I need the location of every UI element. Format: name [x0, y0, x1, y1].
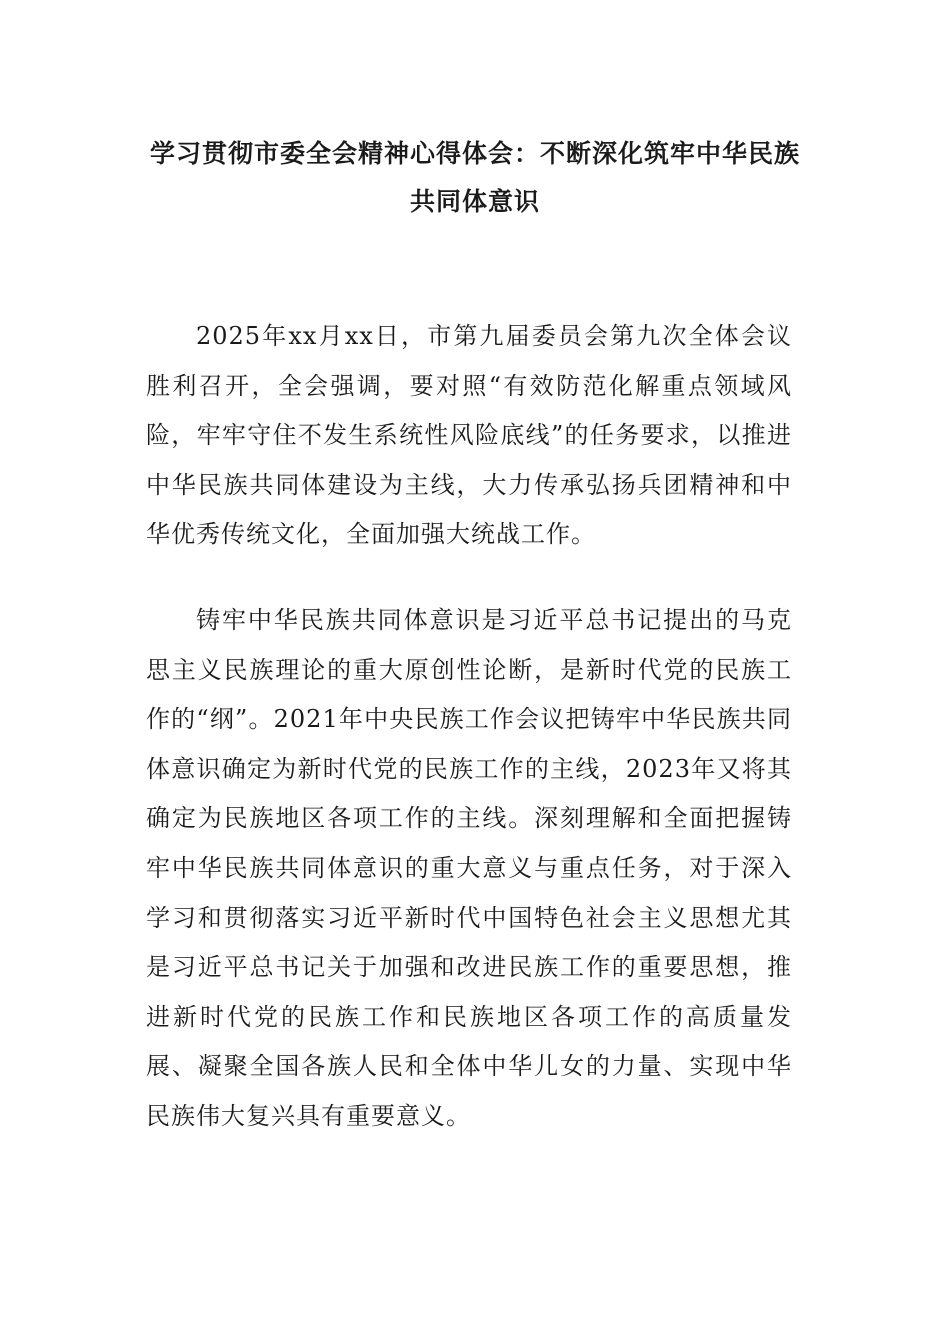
title-line-1: 学习贯彻市委全会精神心得体会：不断深化筑牢中华民族	[149, 139, 800, 168]
paragraph-1: 2025年xx月xx日，市第九届委员会第九次全体会议胜利召开，全会强调，要对照“有效防范化解重点领域风险，牢牢守住不发生系统性风险底线”的任务要求，以推进中华民族共同体建设为主线，大力传承弘扬兵团精神和中华优秀传统文化，全面加强大统战工作。	[146, 322, 792, 549]
paragraph-2: 铸牢中华民族共同体意识是习近平总书记提出的马克思主义民族理论的重大原创性论断，是新时代党的民族工作的“纲”。2021年中央民族工作会议把铸牢中华民族共同体意识确定为新时代党的民族工作的主线，2023年又将其确定为民族地区各项工作的主线。深刻理解和全面把握铸牢中华民族共同体意识的重大意义与重点任务，对于深入学习和贯彻落实习近平新时代中国特色社会主义思想尤其是习近平总书记关于加强和改进民族工作的重要思想，推进新时代党的民族工作和民族地区各项工作的高质量发展、凝聚全国各族人民和全体中华儿女的力量、实现中华民族伟大复兴具有重要意义。	[146, 606, 792, 1130]
document-title	[140, 130, 810, 226]
title-line-2: 共同体意识	[409, 187, 540, 216]
